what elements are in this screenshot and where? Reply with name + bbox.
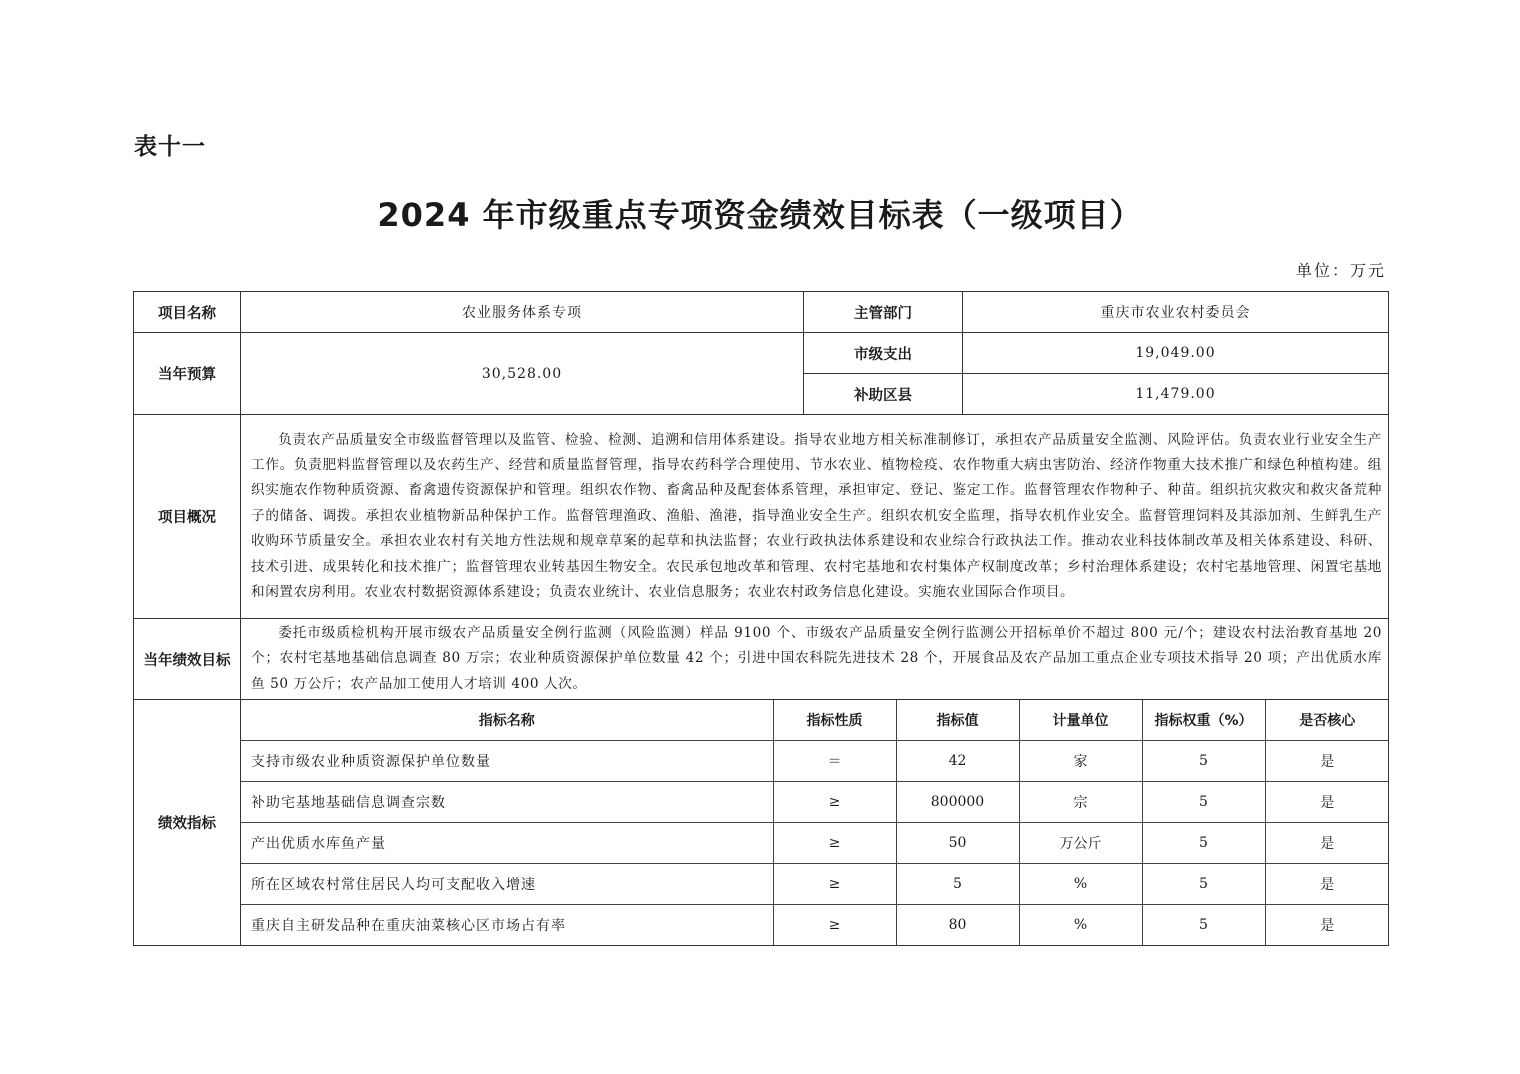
performance-target-table xyxy=(133,291,1389,946)
city-expense-label: 市级支出 xyxy=(804,333,963,374)
county-subsidy-value: 11,479.00 xyxy=(963,374,1389,415)
indicator-weight: 5 xyxy=(1142,823,1265,864)
indicator-value: 5 xyxy=(896,864,1019,905)
header-indicator-name: 指标名称 xyxy=(241,700,773,741)
indicator-nature: ≥ xyxy=(773,864,896,905)
header-indicator-nature: 指标性质 xyxy=(773,700,896,741)
indicator-value: 50 xyxy=(896,823,1019,864)
indicator-weight: 5 xyxy=(1142,864,1265,905)
annual-goal-label: 当年绩效目标 xyxy=(134,619,241,700)
table-row xyxy=(241,782,1389,823)
indicator-core: 是 xyxy=(1265,864,1389,905)
indicator-nature: ≥ xyxy=(773,905,896,946)
budget-value: 30,528.00 xyxy=(241,333,804,415)
indicator-name: 补助宅基地基础信息调查宗数 xyxy=(241,782,773,823)
header-indicator-value: 指标值 xyxy=(896,700,1019,741)
indicator-core: 是 xyxy=(1265,823,1389,864)
project-name-value: 农业服务体系专项 xyxy=(241,292,804,333)
indicators-table xyxy=(241,700,1389,945)
annual-goal-text: 委托市级质检机构开展市级农产品质量安全例行监测（风险监测）样品 9100 个、市级农产品质量安全例行监测公开招标单价不超过 800 元/个；建设农村法治教育基地 20 个；农村宅基地基础信息调查 80 万宗；农业种质资源保护单位数量 42 个；引进中国农科院先进技术 28 个，开展食品及农产品加工重点企业专项技术指导 20 项；产出优质水库鱼 50 万公斤；农产品加工使用人才培训 400 人次。 xyxy=(241,619,1389,700)
table-row xyxy=(241,905,1389,946)
indicator-value: 80 xyxy=(896,905,1019,946)
project-overview-label: 项目概况 xyxy=(134,415,241,619)
indicator-unit: 宗 xyxy=(1019,782,1142,823)
city-expense-value: 19,049.00 xyxy=(963,333,1389,374)
indicator-nature: ≥ xyxy=(773,782,896,823)
indicators-label: 绩效指标 xyxy=(134,700,241,946)
indicator-nature: ≥ xyxy=(773,823,896,864)
project-overview-text: 负责农产品质量安全市级监督管理以及监管、检验、检测、追溯和信用体系建设。指导农业地方相关标准制修订，承担农产品质量安全监测、风险评估。负责农业行业安全生产工作。负责肥料监督管理以及农药生产、经营和质量监督管理，指导农药科学合理使用、节水农业、植物检疫、农作物重大病虫害防治、经济作物重大技术推广和绿色种植构建。组织实施农作物种质资源、畜禽遗传资源保护和管理。组织农作物、畜禽品种及配套体系管理，承担审定、登记、鉴定工作。监督管理农作物种子、种苗。组织抗灾救灾和救灾备荒种子的储备、调拨。承担农业植物新品种保护工作。监督管理渔政、渔船、渔港，指导渔业安全生产。组织农机安全监理，指导农机作业安全。监督管理饲料及其添加剂、生鲜乳生产收购环节质量安全。承担农业农村有关地方性法规和规章草案的起草和执法监督；农业行政执法体系建设和农业综合行政执法工作。推动农业科技体制改革及相关体系建设、科研、技术引进、成果转化和技术推广；监督管理农业转基因生物安全。农民承包地改革和管理、农村宅基地和农村集体产权制度改革；乡村治理体系建设；农村宅基地管理、闲置宅基地和闲置农房利用。农业农村数据资源体系建设；负责农业统计、农业信息服务；农业农村政务信息化建设。实施农业国际合作项目。 xyxy=(241,415,1389,619)
document-title: 2024 年市级重点专项资金绩效目标表（一级项目） xyxy=(377,196,1143,234)
project-name-label: 项目名称 xyxy=(134,292,241,333)
indicator-weight: 5 xyxy=(1142,741,1265,782)
indicator-unit: % xyxy=(1019,905,1142,946)
county-subsidy-label: 补助区县 xyxy=(804,374,963,415)
indicator-value: 42 xyxy=(896,741,1019,782)
department-label: 主管部门 xyxy=(804,292,963,333)
indicator-unit: % xyxy=(1019,864,1142,905)
indicator-name: 所在区域农村常住居民人均可支配收入增速 xyxy=(241,864,773,905)
indicator-core: 是 xyxy=(1265,782,1389,823)
budget-label: 当年预算 xyxy=(134,333,241,415)
header-core: 是否核心 xyxy=(1265,700,1389,741)
indicator-name: 支持市级农业种质资源保护单位数量 xyxy=(241,741,773,782)
indicator-core: 是 xyxy=(1265,905,1389,946)
indicator-nature: ＝ xyxy=(773,741,896,782)
table-row xyxy=(241,864,1389,905)
department-value: 重庆市农业农村委员会 xyxy=(963,292,1389,333)
table-number: 表十一 xyxy=(134,134,206,160)
indicator-value: 800000 xyxy=(896,782,1019,823)
indicator-unit: 万公斤 xyxy=(1019,823,1142,864)
header-unit: 计量单位 xyxy=(1019,700,1142,741)
header-weight: 指标权重（%） xyxy=(1142,700,1265,741)
unit-label: 单位：万元 xyxy=(1295,261,1386,280)
indicator-unit: 家 xyxy=(1019,741,1142,782)
indicator-name: 产出优质水库鱼产量 xyxy=(241,823,773,864)
table-row xyxy=(241,823,1389,864)
indicator-core: 是 xyxy=(1265,741,1389,782)
indicator-weight: 5 xyxy=(1142,782,1265,823)
indicator-weight: 5 xyxy=(1142,905,1265,946)
indicators-header-row xyxy=(241,700,1389,741)
indicators-cell xyxy=(241,700,1389,946)
indicator-name: 重庆自主研发品种在重庆油菜核心区市场占有率 xyxy=(241,905,773,946)
table-row xyxy=(241,741,1389,782)
